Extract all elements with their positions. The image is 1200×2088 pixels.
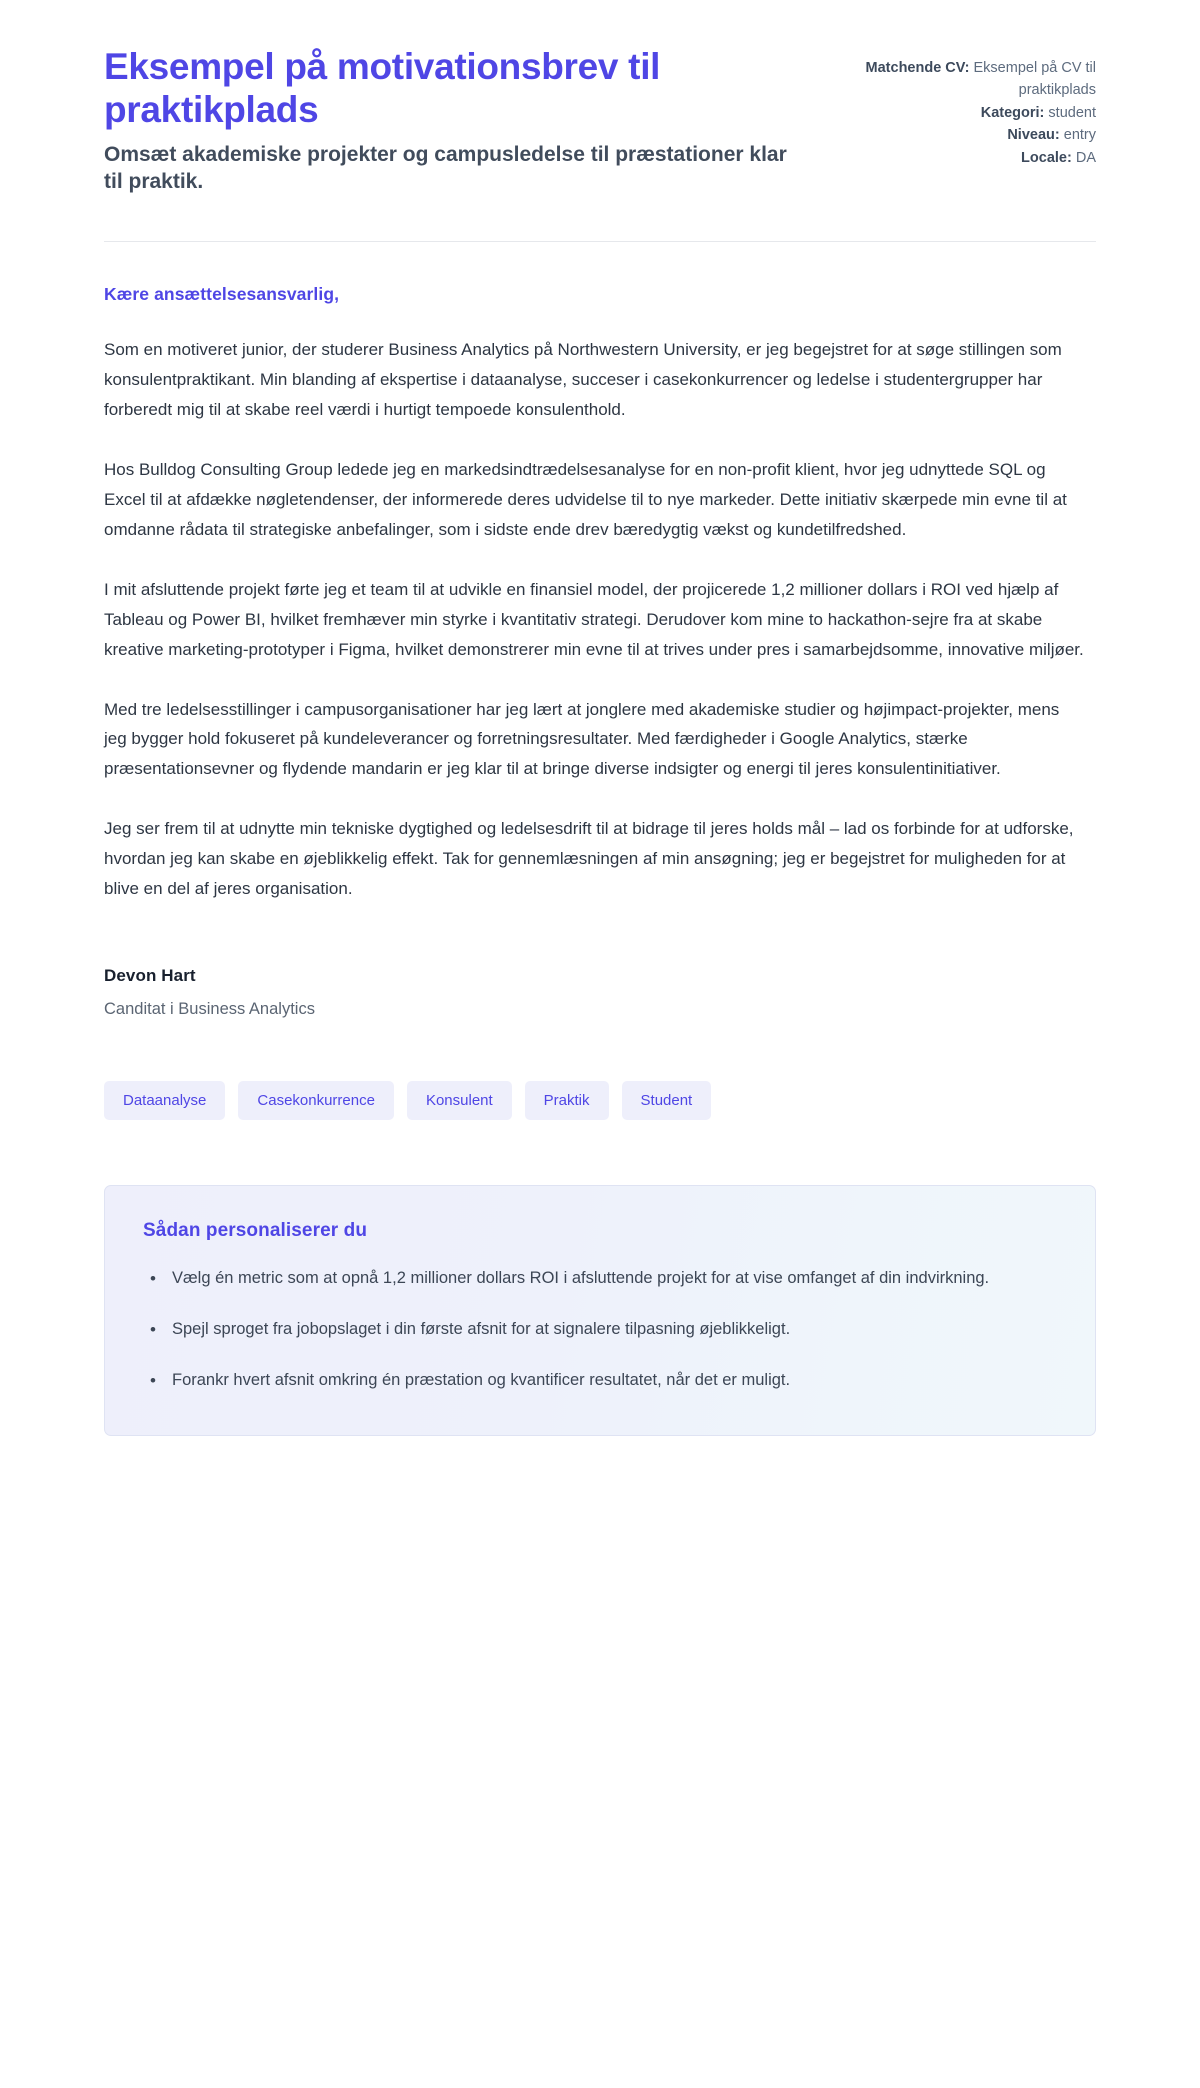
meta-value-matching-cv: Eksempel på CV til praktikplads [973,60,1096,99]
letter-paragraph: Som en motiveret junior, der studerer Business Analytics på Northwestern University, er jeg begejstret for at søge stillingen som konsulentpraktikant. Min blanding af ekspertise i dataanalyse, succeser i casekonkurrencer og ledelse i studentergrupper har forberedt mig til at skabe reel værdi i hurtigt tempoede konsulenthold. [104,340,1062,420]
meta-row-matching-cv [856,57,1096,102]
callout-tip-list [143,1264,1057,1395]
callout-title: Sådan personaliserer du [143,1220,368,1241]
letter-paragraph: Hos Bulldog Consulting Group ledede jeg en markedsindtrædelsesanalyse for en non-profit klient, hvor jeg udnyttede SQL og Excel til at afdække nøgletendenser, der informerede deres udvidelse til to nye markeder. Dette initiativ skærpede min evne til at omdanne rådata til strategiske anbefalinger, som i sidste ende drev bæredygtig vækst og kundetilfredshed. [104,460,1067,539]
signature-name: Devon Hart [104,966,196,985]
tag-list [104,1081,1096,1120]
signature-role: Canditat i Business Analytics [104,1000,315,1018]
meta-value-locale: DA [1075,149,1096,166]
tag-chip[interactable]: Praktik [525,1081,609,1120]
callout-tip-item: • Spejl sproget fra jobopslaget i din første afsnit for at signalere tilpasning øjeblikkeligt. [168,1315,1057,1344]
header-text-block [104,46,804,195]
personalization-callout [104,1185,1096,1436]
signature-block [104,966,1096,1019]
tag-chip[interactable]: Student [622,1081,712,1120]
tag-chip[interactable]: Casekonkurrence [238,1081,394,1120]
meta-row-category [856,102,1096,124]
meta-row-locale [856,147,1096,169]
meta-label-category: Kategori: [980,104,1045,121]
meta-value-level: entry [1063,127,1096,144]
letter-salutation: Kære ansættelsesansvarlig, [104,284,340,305]
letter-paragraph: I mit afsluttende projekt førte jeg et team til at udvikle en finansiel model, der projicerede 1,2 millioner dollars i ROI ved hjælp af Tableau og Power BI, hvilket fremhæver min styrke i kvantitativ strategi. Derudover kom mine to hackathon-sejre fra at skabe kreative marketing-prototyper i Figma, hvilket demonstrerer min evne til at trives under pres i samarbejdsomme, innovative miljøer. [104,579,1084,659]
letter-paragraph: Med tre ledelsesstillinger i campusorganisationer har jeg lært at jonglere med akademiske studier og højimpact-projekter, mens jeg bygger hold fokuseret på kundeleverancer og forretningsresultater. Med færdigheder i Google Analytics, stærke præsentationsevner og flydende mandarin er jeg klar til at bringe diverse indsigter og energi til jeres konsulentinitiativer. [104,699,1060,779]
page-subtitle: Omsæt akademiske projekter og campusledelse til præstationer klar til praktik. [104,142,787,194]
letter-paragraph: Jeg ser frem til at udnytte min tekniske dygtighed og ledelsesdrift til at bidrage til jeres holds mål – lad os forbinde for at udforske, hvordan jeg kan skabe en øjeblikkelig effekt. Tak for gennemlæsningen af min ansøgning; jeg er begejstret for muligheden for at blive en del af jeres organisation. [104,819,1074,899]
cover-letter-body [104,242,1096,904]
callout-tip-item: • Vælg én metric som at opnå 1,2 millioner dollars ROI i afsluttende projekt for at vise omfanget af din indvirkning. [168,1264,1057,1293]
meta-row-level [856,124,1096,146]
meta-label-matching-cv: Matchende CV: [865,60,970,76]
document-metadata [856,46,1096,169]
tag-chip[interactable]: Konsulent [407,1081,512,1120]
callout-tip-item: • Forankr hvert afsnit omkring én præstation og kvantificer resultatet, når det er muligt. [168,1366,1057,1395]
page-title: Eksempel på motivationsbrev til praktikplads [104,46,661,130]
meta-label-locale: Locale: [1021,149,1072,166]
tag-chip[interactable]: Dataanalyse [104,1081,225,1120]
meta-label-level: Niveau: [1007,127,1060,144]
meta-value-category: student [1048,104,1096,121]
document-header [104,46,1096,195]
